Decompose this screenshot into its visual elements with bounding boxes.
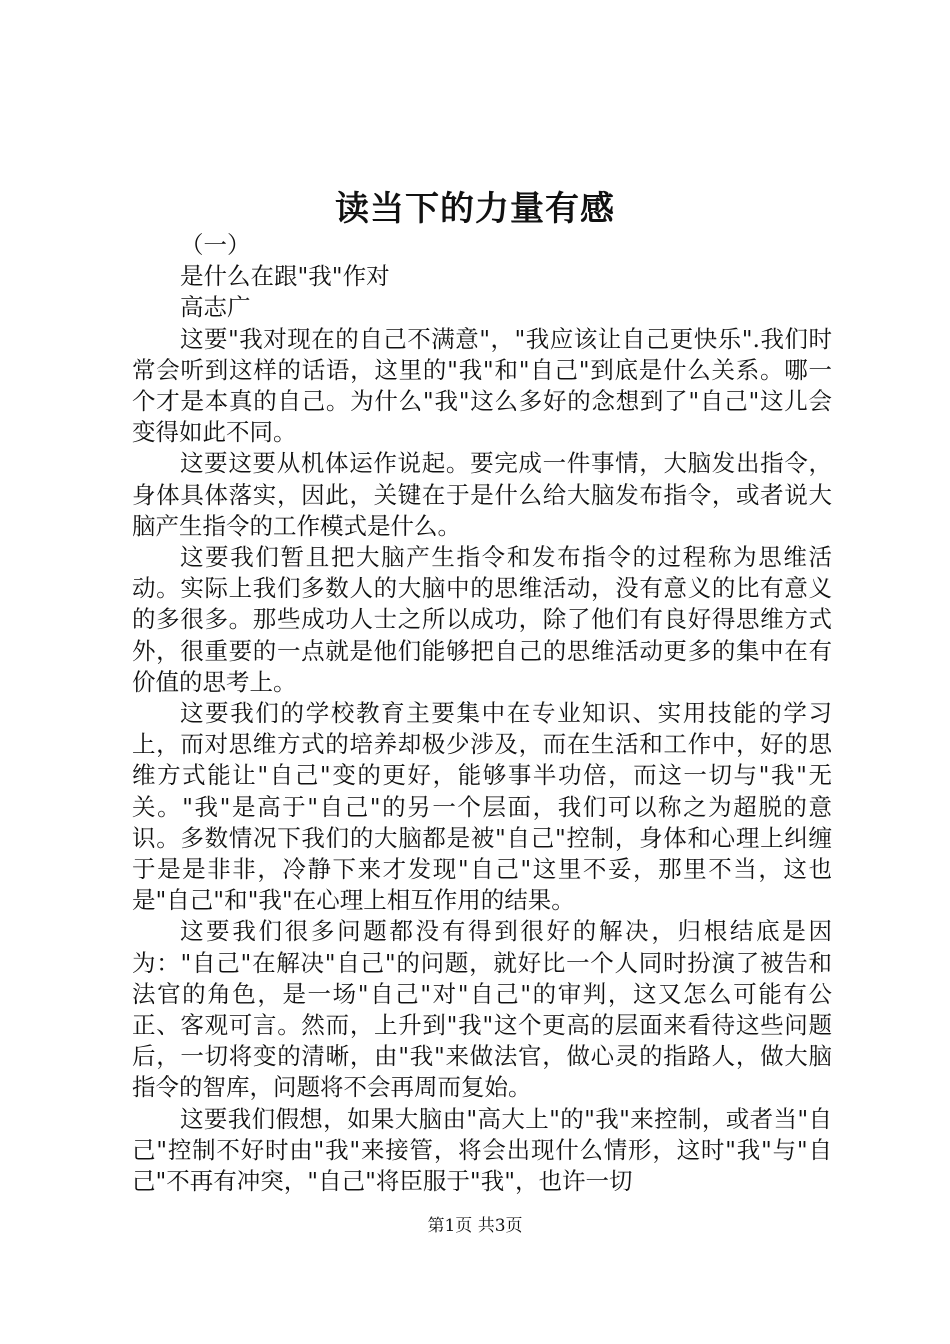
paragraph: 这要我们很多问题都没有得到很好的解决，归根结底是因为："自己"在解决"自己"的问题，就好比一个人同时扮演了被告和法官的角色，是一场"自己"对"自己"的审判，这又怎么可能有公正、客观可言。然而，上升到"我"这个更高的层面来看待这些问题后，一切将变的清晰，由"我"来做法官，做心灵的指路人，做大脑指令的智库，问题将不会再周而复始。: [132, 917, 832, 1102]
paragraph: 这要这要从机体运作说起。要完成一件事情，大脑发出指令，身体具体落实，因此，关键在于是什么给大脑发布指令，或者说大脑产生指令的工作模式是什么。: [132, 449, 832, 540]
paragraph: 这要我们的学校教育主要集中在专业知识、实用技能的学习上，而对思维方式的培养却极少涉及，而在生活和工作中，好的思维方式能让"自己"变的更好，能够事半功倍，而这一切与"我"无关。"我"是高于"自己"的另一个层面，我们可以称之为超脱的意识。多数情况下我们的大脑都是被"自己"控制，身体和心理上纠缠于是是非非，冷静下来才发现"自己"这里不妥，那里不当，这也是"自己"和"我"在心理上相互作用的结果。: [132, 699, 832, 915]
article-author: 高志广: [180, 293, 251, 322]
paragraph: 这要我们假想，如果大脑由"高大上"的"我"来控制，或者当"自己"控制不好时由"我"来接管，将会出现什么情形，这时"我"与"自己"不再有冲突，"自己"将臣服于"我"，也许一切: [132, 1104, 832, 1196]
document-body: [132, 230, 832, 1197]
page-number-footer: 第1页 共3页: [427, 1216, 523, 1236]
paragraph: 这要我们暂且把大脑产生指令和发布指令的过程称为思维活动。实际上我们多数人的大脑中的思维活动，没有意义的比有意义的多很多。那些成功人士之所以成功，除了他们有良好得思维方式外，很重要的一点就是他们能够把自己的思维活动更多的集中在有价值的思考上。: [132, 543, 832, 696]
paragraph: 这要"我对现在的自己不满意"，"我应该让自己更快乐".我们时常会听到这样的话语，这里的"我"和"自己"到底是什么关系。哪一个才是本真的自己。为什么"我"这么多好的念想到了"自己"这儿会变得如此不同。: [132, 324, 832, 447]
section-marker: （一）: [180, 231, 251, 259]
document-title: 读当下的力量有感: [335, 189, 615, 229]
article-subtitle: 是什么在跟"我"作对: [180, 262, 390, 291]
